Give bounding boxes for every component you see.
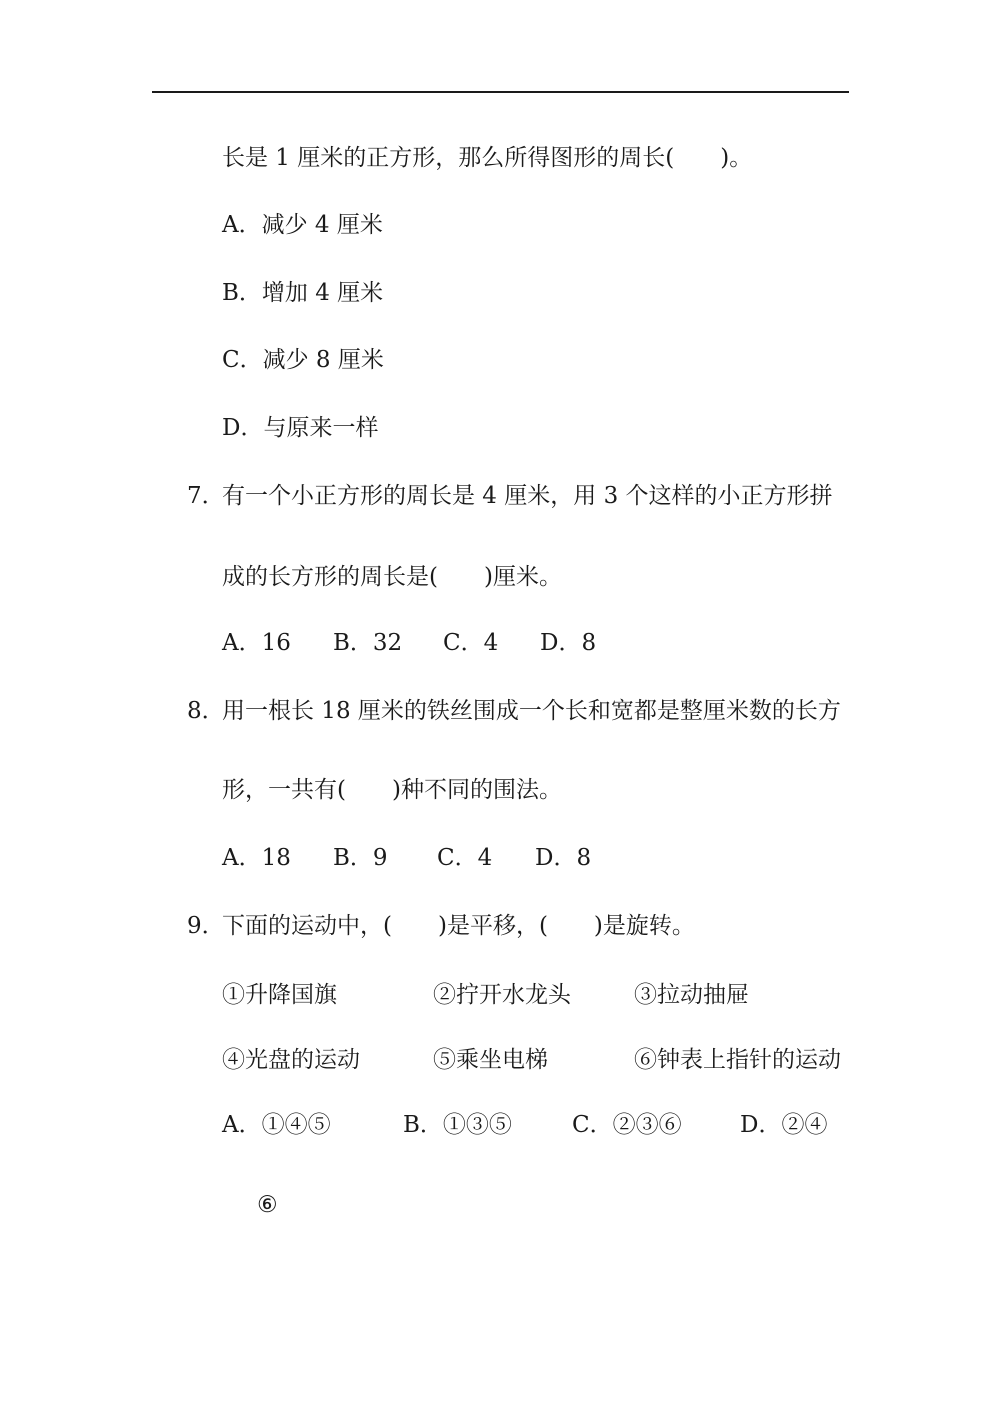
q9-item-6: ⑥钟表上指针的运动 xyxy=(634,1047,841,1073)
q9-stem: 下面的运动中，( )是平移，( )是旋转。 xyxy=(222,913,695,939)
q9-option-a: A．①④⑤ xyxy=(222,1112,331,1138)
q7-option-a: A．16 xyxy=(222,630,291,656)
q6-option-a: A．减少 4 厘米 xyxy=(222,212,383,238)
q7-option-b: B．32 xyxy=(333,630,403,656)
q7-option-c: C．4 xyxy=(443,630,499,656)
q6-option-c: C．减少 8 厘米 xyxy=(222,347,384,373)
q9-item-2: ②拧开水龙头 xyxy=(433,982,571,1008)
q9-item-5: ⑤乘坐电梯 xyxy=(433,1047,548,1073)
q9-option-c: C．②③⑥ xyxy=(572,1112,682,1138)
q9-item-1: ①升降国旗 xyxy=(222,982,337,1008)
q7-number: 7． xyxy=(187,483,225,509)
q7-stem-line1: 有一个小正方形的周长是 4 厘米，用 3 个这样的小正方形拼 xyxy=(222,483,833,509)
q6-option-b: B．增加 4 厘米 xyxy=(222,280,384,306)
q7-option-d: D．8 xyxy=(540,630,597,656)
q6-continuation: 长是 1 厘米的正方形，那么所得图形的周长( )。 xyxy=(222,145,753,171)
q8-option-c: C．4 xyxy=(437,845,493,871)
q7-stem-line2: 成的长方形的周长是( )厘米。 xyxy=(222,564,562,590)
header-rule xyxy=(152,91,849,93)
q8-option-b: B．9 xyxy=(333,845,388,871)
q9-option-b: B．①③⑤ xyxy=(403,1112,512,1138)
q8-option-d: D．8 xyxy=(535,845,592,871)
q8-stem-line1: 用一根长 18 厘米的铁丝围成一个长和宽都是整厘米数的长方 xyxy=(222,698,841,724)
q9-option-d: D．②④ xyxy=(740,1112,828,1138)
q6-option-d: D．与原来一样 xyxy=(222,415,379,441)
q9-item-4: ④光盘的运动 xyxy=(222,1047,360,1073)
q9-number: 9． xyxy=(187,913,225,939)
q8-stem-line2: 形，一共有( )种不同的围法。 xyxy=(222,777,562,803)
q9-option-d-wrap: ⑥ xyxy=(257,1192,278,1218)
q8-option-a: A．18 xyxy=(222,845,291,871)
q9-item-3: ③拉动抽屉 xyxy=(634,982,749,1008)
q8-number: 8． xyxy=(187,698,225,724)
